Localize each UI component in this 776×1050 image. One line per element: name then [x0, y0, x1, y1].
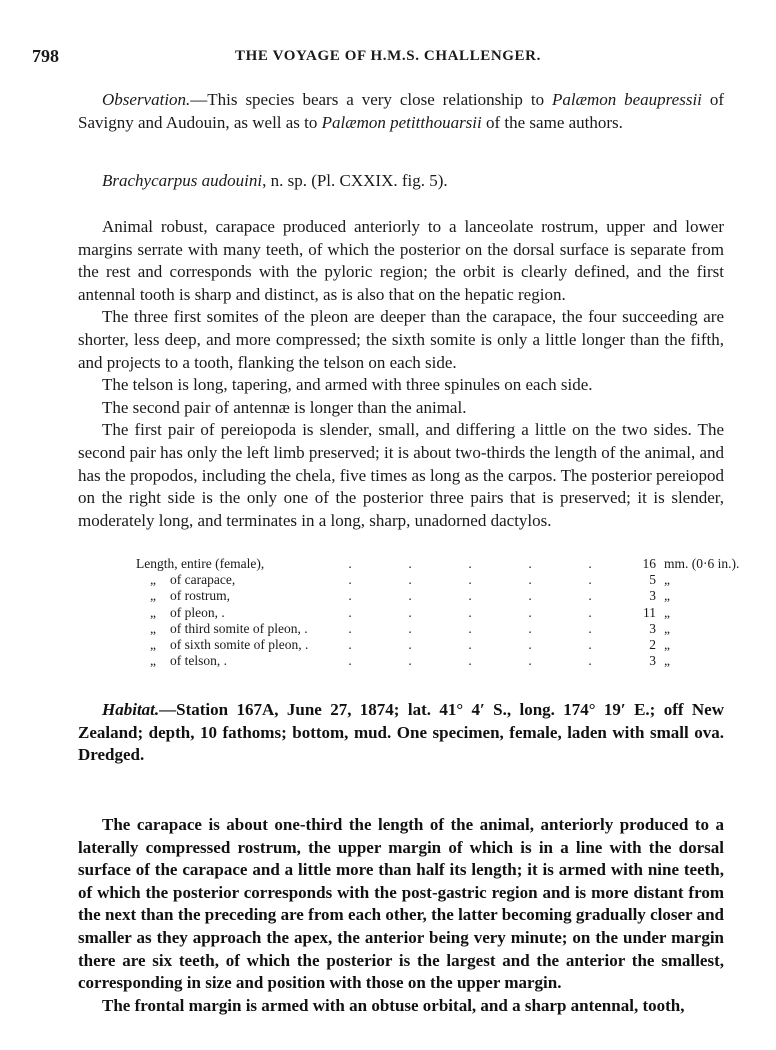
measurement-unit: mm. (0·6 in.). [664, 556, 740, 572]
leader-dot: . [348, 604, 352, 620]
leader-dot: . [528, 653, 532, 669]
leader-dot: . [468, 556, 472, 572]
habitat-label: Habitat. [102, 700, 160, 719]
measurements-table [136, 556, 739, 669]
leader-dots [320, 653, 626, 669]
leader-dot: . [528, 572, 532, 588]
leader-dot: . [348, 556, 352, 572]
leader-dot: . [408, 620, 412, 636]
measurement-unit: „ [664, 604, 670, 620]
leader-dot: . [528, 637, 532, 653]
measurement-value: 3 [649, 620, 656, 636]
ditto-mark: „ [150, 653, 156, 669]
page-number: 798 [32, 46, 59, 66]
running-header: THE VOYAGE OF H.M.S. CHALLENGER. [235, 48, 541, 64]
measurement-value: 5 [649, 572, 656, 588]
ditto-mark: „ [150, 588, 156, 604]
text: of Savigny and Audouin, as well as to [78, 90, 724, 132]
leader-dot: . [348, 572, 352, 588]
species-name: Palæmon petitthouarsii [321, 112, 482, 132]
leader-dot: . [528, 620, 532, 636]
ditto-mark: „ [150, 604, 156, 620]
ditto-mark: „ [150, 620, 156, 636]
measurement-label: of sixth somite of pleon, . [170, 637, 309, 653]
leader-dot: . [528, 556, 532, 572]
measurement-row [136, 653, 739, 669]
leader-dot: . [588, 604, 592, 620]
measurement-label: of telson, . [170, 653, 227, 669]
paragraph: The telson is long, tapering, and armed with three spinules on each side. [102, 375, 593, 395]
leader-dot: . [408, 588, 412, 604]
measurement-unit: „ [664, 620, 670, 636]
leader-dot: . [348, 637, 352, 653]
measurement-row [136, 637, 739, 653]
leader-dot: . [468, 653, 472, 669]
habitat-text: —Station 167A, June 27, 1874; lat. 41° 4′ S., long. 174° 19′ E.; off New Zealand; depth, 10 fathoms; bottom, mud. One specimen, female, laden with small ova. Dredged. [78, 700, 724, 765]
species-heading-ref: , n. sp. (Pl. CXXIX. fig. 5). [262, 171, 448, 190]
description [78, 216, 724, 532]
carapace-description [78, 814, 724, 1017]
paragraph: The carapace is about one-third the length of the animal, anteriorly produced to a laterally compressed rostrum, the upper margin of which is in a line with the dorsal surface of the carapace and a little more than half its length; it is armed with nine teeth, of which the posterior corresponds with the post-gastric region and is more distant from the next than the preceding are from each other, the latter becoming gradually closer and smaller as they approach the apex, the anterior being very minute; on the under margin there are six teeth, of which the posterior is the largest and the anterior the smallest, corresponding in size and position with those on the upper margin. [78, 815, 724, 993]
measurement-unit: „ [664, 572, 670, 588]
leader-dot: . [588, 653, 592, 669]
prefix: Length, [136, 556, 178, 572]
paragraph: The frontal margin is armed with an obtuse orbital, and a sharp antennal, tooth, [102, 995, 685, 1015]
measurement-label: of carapace, [170, 572, 236, 588]
leader-dots [320, 588, 626, 604]
measurement-row [136, 621, 739, 637]
leader-dot: . [348, 653, 352, 669]
measurement-label: of rostrum, [170, 588, 230, 604]
leader-dot: . [528, 604, 532, 620]
measurement-value: 3 [649, 653, 656, 669]
measurement-value: 11 [643, 604, 656, 620]
leader-dot: . [588, 620, 592, 636]
leader-dots [320, 637, 626, 653]
leader-dot: . [408, 572, 412, 588]
leader-dot: . [408, 637, 412, 653]
species-name: Palæmon beaupressii [552, 90, 702, 109]
leader-dots [320, 621, 626, 637]
observation-label: Observation. [102, 90, 191, 109]
species-heading-name: Brachycarpus audouini [102, 171, 263, 190]
leader-dot: . [348, 588, 352, 604]
measurement-row [136, 556, 739, 572]
leader-dots [320, 572, 626, 588]
measurement-label: of third somite of pleon, . [170, 620, 308, 636]
text: of the same authors. [481, 112, 623, 132]
measurement-unit: „ [664, 588, 670, 604]
measurement-label: of pleon, . [170, 604, 225, 620]
leader-dot: . [468, 620, 472, 636]
leader-dot: . [588, 556, 592, 572]
paragraph: The first pair of pereiopoda is slender, small, and differing a little on the two sides. The second pair has only the left limb preserved; it is about two-thirds the length of the animal, and has the propodos, including the chela, five times as long as the carpos. The posterior pereiopod on the right side is the only one of the posterior three pairs that is preserved; it is slender, moderately long, and terminates in a long, sharp, unadorned dactylos. [78, 420, 724, 530]
leader-dot: . [468, 572, 472, 588]
leader-dot: . [588, 588, 592, 604]
measurement-value: 2 [649, 637, 656, 653]
observation-paragraph [78, 89, 724, 134]
leader-dots [320, 556, 626, 572]
measurement-value: 16 [642, 556, 656, 572]
ditto-mark: „ [150, 637, 156, 653]
leader-dot: . [468, 588, 472, 604]
leader-dot: . [348, 620, 352, 636]
leader-dot: . [408, 604, 412, 620]
leader-dot: . [528, 588, 532, 604]
leader-dots [320, 605, 626, 621]
habitat-paragraph [78, 699, 724, 767]
measurement-row [136, 572, 739, 588]
leader-dot: . [408, 653, 412, 669]
measurement-unit: „ [664, 653, 670, 669]
leader-dot: . [468, 637, 472, 653]
species-heading [78, 170, 724, 193]
measurement-row [136, 605, 739, 621]
paragraph: Animal robust, carapace produced anteriorly to a lanceolate rostrum, upper and lower margins serrate with many teeth, of which the posterior on the dorsal surface is separate from the rest and corresponds with the pyloric region; the orbit is clearly defined, and the first antennal tooth is sharp and distinct, as is also that on the hepatic region. [78, 217, 724, 304]
measurement-row [136, 588, 739, 604]
leader-dot: . [588, 572, 592, 588]
measurement-label [136, 556, 320, 572]
leader-dot: . [588, 637, 592, 653]
label: entire (female), [181, 556, 265, 572]
text: —This species bears a very close relationship to [190, 90, 552, 109]
ditto-mark: „ [150, 572, 156, 588]
leader-dot: . [408, 556, 412, 572]
measurement-unit: „ [664, 637, 670, 653]
leader-dot: . [468, 604, 472, 620]
paragraph: The second pair of antennæ is longer than the animal. [102, 397, 467, 417]
measurement-value: 3 [649, 588, 656, 604]
paragraph: The three first somites of the pleon are deeper than the carapace, the four succeeding are shorter, less deep, and more compressed; the sixth somite is only a little longer than the fifth, and projects to a tooth, flanking the telson on each side. [78, 307, 724, 372]
